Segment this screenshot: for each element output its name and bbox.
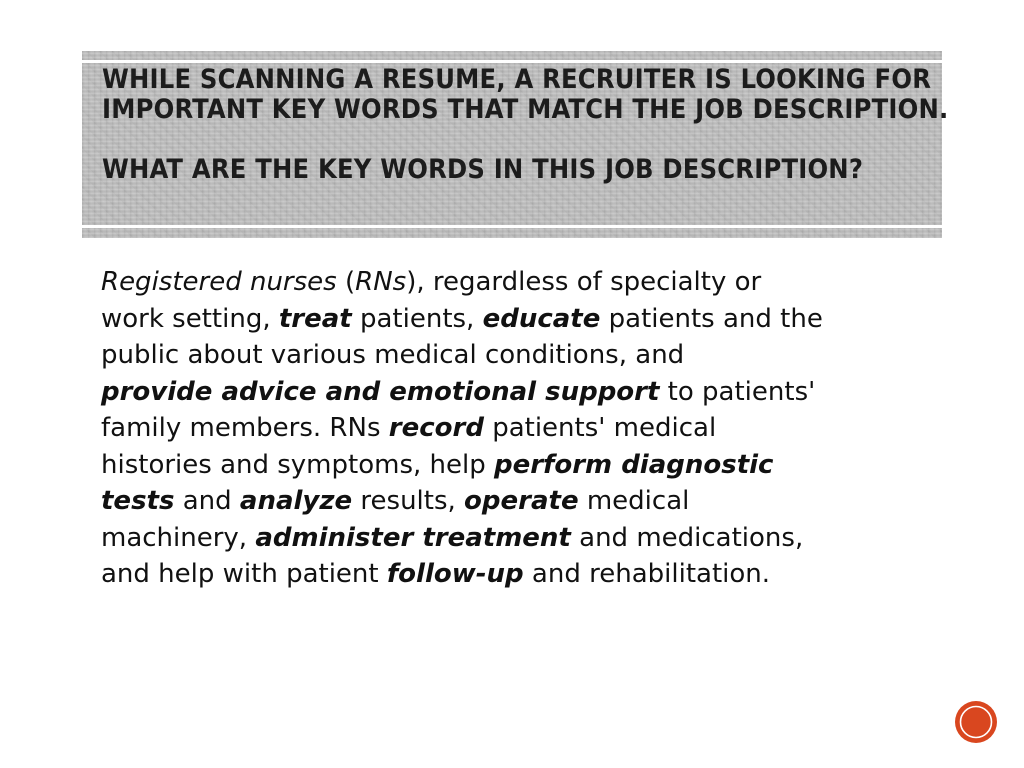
body-text-segment: ), regardless of specialty or: [406, 267, 762, 297]
body-line-4: [101, 374, 931, 411]
body-text-segment: patients' medical: [483, 413, 717, 443]
title-line-1: WHILE SCANNING A RESUME, A RECRUITER IS LOOKING FOR: [102, 64, 932, 95]
keyword-registered-nurses: Registered nurses: [101, 267, 337, 297]
body-text-segment: and medications,: [570, 522, 804, 553]
body-line-3: [101, 337, 931, 374]
keyword-treat: treat: [278, 303, 352, 334]
body-text-segment: and rehabilitation.: [523, 559, 771, 589]
job-description-text: [101, 264, 931, 593]
body-line-6: [101, 447, 931, 484]
body-text-segment: (: [336, 267, 356, 297]
body-line-5: [101, 410, 931, 447]
title-band: [82, 51, 949, 238]
keyword-tests: tests: [101, 486, 175, 516]
body-line-1: [101, 264, 931, 301]
body-text-segment: to patients': [659, 376, 816, 407]
body-text-segment: medical: [578, 486, 690, 516]
body-text-segment: results,: [352, 486, 465, 516]
body-text-segment: patients and the: [600, 303, 823, 334]
body-text-segment: work setting,: [101, 303, 279, 334]
keyword-record: record: [388, 413, 484, 443]
slide-title: [102, 64, 949, 185]
keyword-perform-diagnostic: perform diagnostic: [493, 449, 774, 480]
body-text-segment: histories and symptoms, help: [101, 449, 494, 480]
body-line-7: [101, 483, 931, 520]
keyword-operate: operate: [464, 486, 579, 516]
body-text-segment: patients,: [351, 303, 483, 334]
keyword-analyze: analyze: [239, 486, 353, 516]
body-text-segment: machinery,: [101, 522, 256, 553]
keyword-provide-advice: provide advice and emotional support: [101, 376, 660, 407]
body-line-2: [101, 301, 931, 338]
title-question: WHAT ARE THE KEY WORDS IN THIS JOB DESCRIPTION?: [102, 154, 864, 185]
keyword-administer-treatment: administer treatment: [255, 522, 571, 553]
body-text-segment: public about various medical conditions, and: [101, 340, 685, 370]
orange-circle-icon: [954, 700, 998, 744]
title-band-top-line: [82, 60, 942, 63]
body-text-segment: family members. RNs: [101, 413, 389, 443]
body-text-segment: and help with patient: [101, 559, 387, 589]
body-line-8: [101, 520, 931, 557]
title-spacer: [102, 125, 932, 155]
keyword-rns: RNs: [355, 267, 407, 297]
keyword-follow-up: follow-up: [386, 559, 524, 589]
title-line-2: IMPORTANT KEY WORDS THAT MATCH THE JOB DESCRIPTION.: [102, 94, 949, 125]
body-text-segment: and: [174, 486, 240, 516]
body-line-9: [101, 556, 931, 593]
title-band-bottom-line: [82, 225, 942, 228]
keyword-educate: educate: [482, 303, 601, 334]
